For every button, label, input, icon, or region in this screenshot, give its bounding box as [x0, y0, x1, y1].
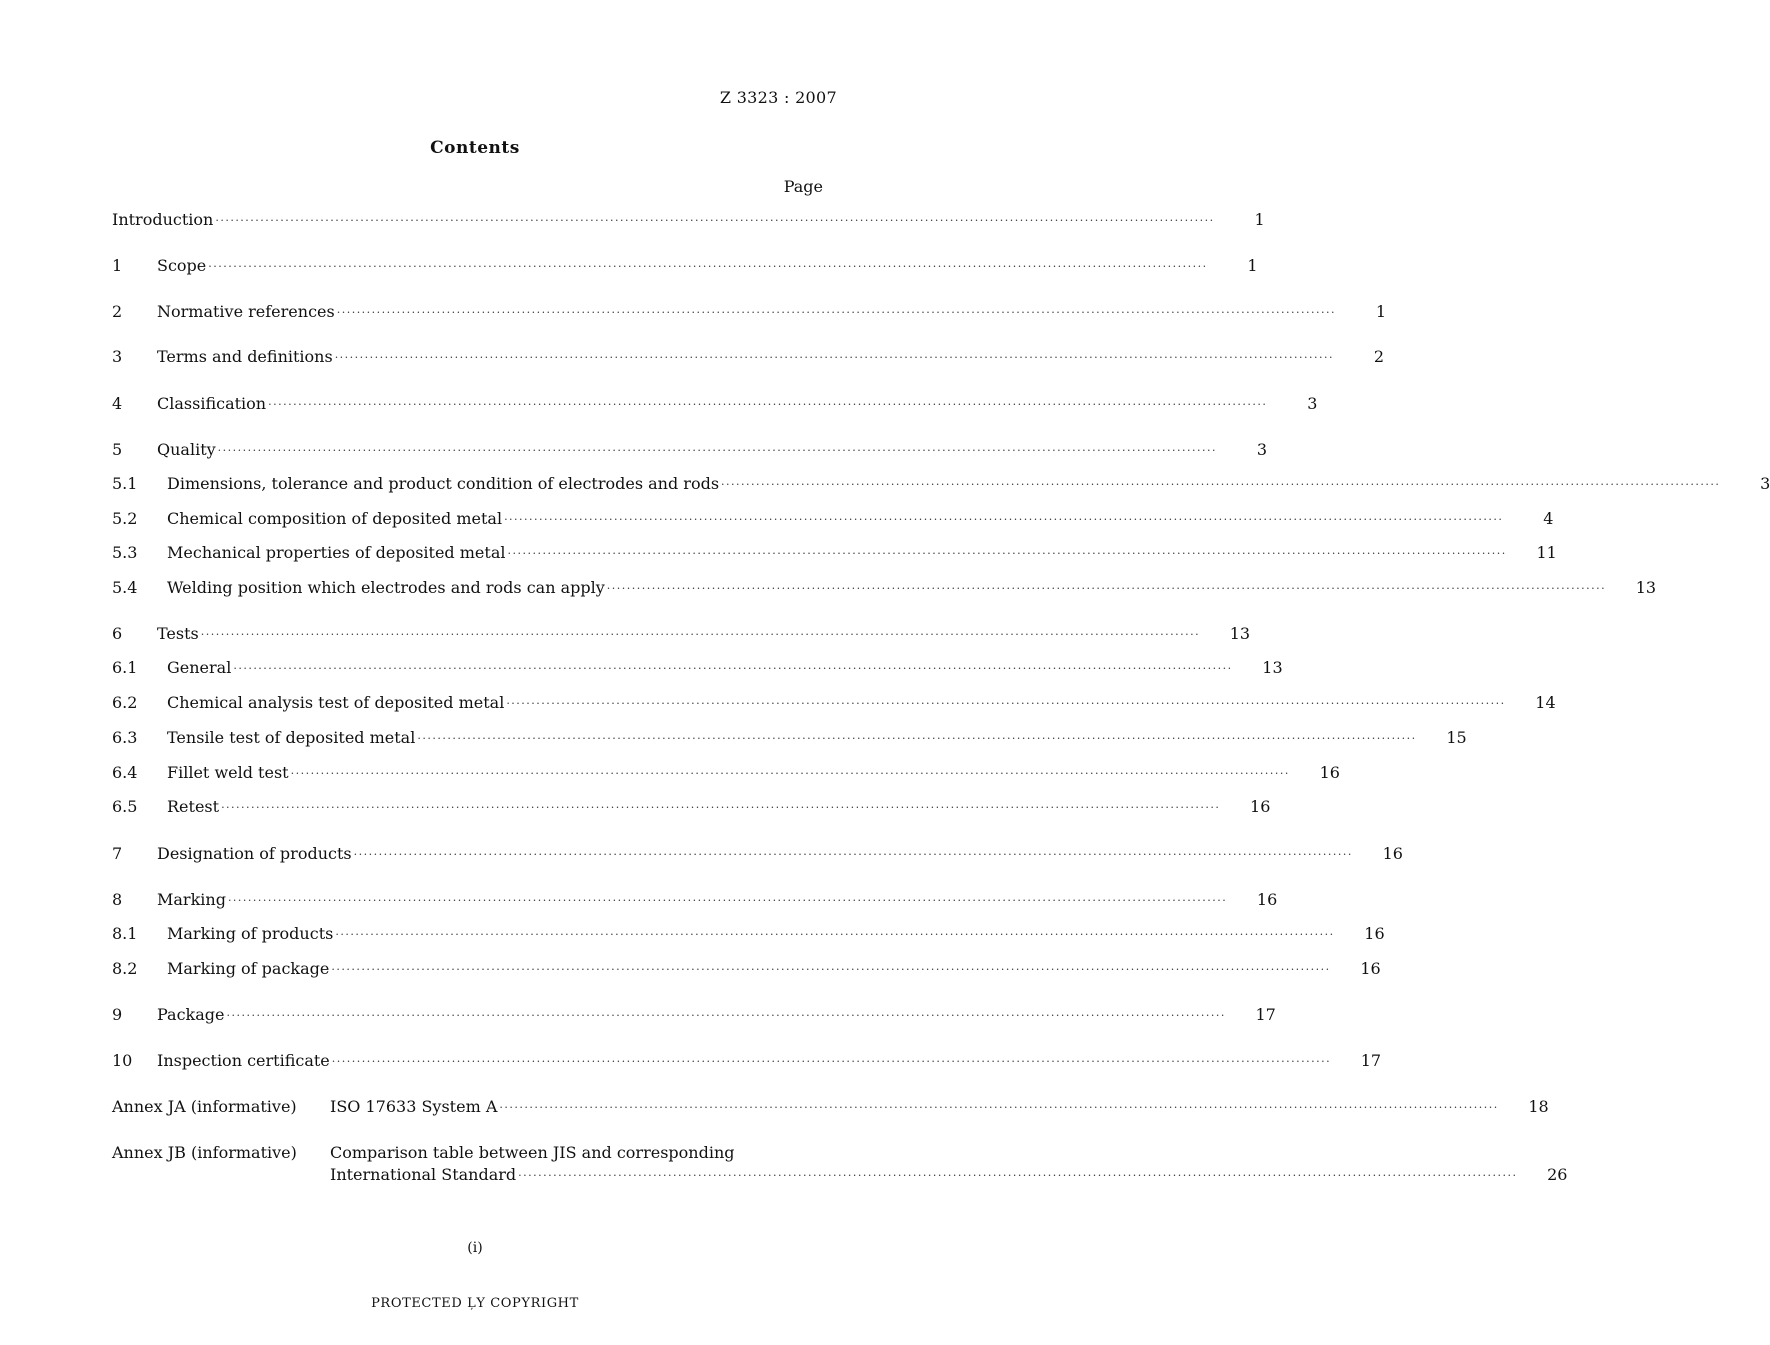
toc-entry-page: 3	[1307, 394, 1318, 413]
toc-entry-title: Welding position which electrodes and rods can apply	[167, 578, 605, 597]
toc-entry-page: 4	[1543, 509, 1554, 528]
dot-leader: ........................................................................................................................................................................................................	[721, 475, 1721, 488]
dot-leader: ........................................................................................................................................................................................................	[506, 694, 1506, 707]
toc-entry-title: General	[167, 658, 232, 677]
toc-entry-title: Inspection certificate	[157, 1051, 330, 1070]
toc-entry-title: Introduction	[112, 210, 214, 229]
toc-entry-number: 6.1	[112, 658, 138, 677]
toc-entry-number: 7	[112, 844, 123, 863]
toc-entry-title: Normative references	[157, 302, 335, 321]
page-title: Contents	[430, 138, 520, 158]
annex-title-line-2: International Standard	[330, 1165, 517, 1184]
toc-entry-title: Tensile test of deposited metal	[167, 728, 416, 747]
toc-entry-page: 15	[1446, 728, 1467, 747]
annex-page: 18	[1528, 1097, 1549, 1116]
toc-entry-page: 16	[1250, 797, 1271, 816]
toc-entry[interactable]	[112, 723, 1467, 747]
dot-leader: ........................................................................................................................................................................................................	[499, 1098, 1499, 1111]
toc-entry-title: Terms and definitions	[157, 347, 333, 366]
toc-entry[interactable]	[112, 839, 1403, 863]
toc-entry-page: 16	[1382, 844, 1403, 863]
toc-entry[interactable]	[112, 919, 1385, 943]
dot-leader: ........................................................................................................................................................................................................	[226, 1006, 1226, 1019]
dot-leader: ........................................................................................................................................................................................................	[606, 579, 1607, 592]
toc-entry-page: 16	[1360, 959, 1381, 978]
annex-page: 26	[1547, 1165, 1568, 1184]
toc-entry-number: 8.2	[112, 959, 138, 978]
toc-entry-title: Tests	[157, 624, 199, 643]
toc-entry[interactable]	[112, 758, 1340, 782]
annex-title: ISO 17633 System A	[330, 1097, 498, 1116]
toc-entry-page: 3	[1760, 474, 1770, 493]
toc-entry[interactable]	[112, 342, 1385, 366]
page-folio: (i)	[467, 1240, 483, 1256]
toc-annex-ja[interactable]	[112, 1092, 1549, 1116]
toc-entry[interactable]	[112, 389, 1318, 413]
dot-leader: ........................................................................................................................................................................................................	[331, 960, 1331, 973]
toc-entry-page: 2	[1373, 347, 1385, 366]
toc-entry-number: 5.1	[112, 474, 138, 493]
dot-leader: ........................................................................................................................................................................................................	[227, 891, 1228, 904]
toc-entry-title: Designation of products	[157, 844, 352, 863]
annex-label: Annex JA (informative)	[112, 1097, 297, 1116]
dot-leader: ........................................................................................................................................................................................................	[417, 729, 1417, 742]
toc-entry[interactable]	[112, 573, 1657, 597]
toc-entry[interactable]	[112, 619, 1251, 643]
dot-leader: ........................................................................................................................................................................................................	[208, 257, 1208, 270]
annex-second-line	[112, 1160, 1568, 1184]
toc-entry-title: Retest	[167, 797, 220, 816]
dot-leader: ........................................................................................................................................................................................................	[215, 211, 1215, 224]
toc-entry-page: 13	[1635, 578, 1657, 597]
toc-entry[interactable]	[112, 538, 1557, 562]
toc-entry-number: 5.3	[112, 543, 138, 562]
toc-entry-title: Classification	[157, 394, 267, 413]
toc-entry-title: Package	[157, 1005, 225, 1024]
toc-entry-title: Scope	[157, 256, 207, 275]
toc-entry-number: 2	[112, 302, 123, 321]
toc-entry-title: Dimensions, tolerance and product condition of electrodes and rods	[167, 474, 720, 493]
dot-leader: ........................................................................................................................................................................................................	[504, 510, 1504, 523]
toc-entry-number: 8	[112, 890, 123, 909]
toc-entry[interactable]	[112, 792, 1271, 816]
toc-entry[interactable]	[112, 954, 1381, 978]
toc-entry[interactable]	[112, 251, 1258, 275]
toc-entry-title: Marking of package	[167, 959, 330, 978]
dot-leader: ........................................................................................................................................................................................................	[336, 303, 1337, 316]
dot-leader: ........................................................................................................................................................................................................	[518, 1166, 1518, 1179]
dot-leader: ........................................................................................................................................................................................................	[335, 925, 1335, 938]
toc-entry-number: 1	[112, 256, 123, 275]
page-column-label: Page	[783, 177, 823, 196]
toc-entry-page: 17	[1360, 1051, 1382, 1070]
dot-leader: ........................................................................................................................................................................................................	[507, 544, 1507, 557]
dot-leader: ........................................................................................................................................................................................................	[221, 798, 1221, 811]
toc-entry-introduction[interactable]	[112, 205, 1265, 229]
annex-first-line	[112, 1138, 828, 1162]
toc-entry-title: Mechanical properties of deposited metal	[167, 543, 506, 562]
toc-entry-page: 13	[1229, 624, 1251, 643]
toc-entry-page: 1	[1375, 302, 1387, 321]
toc-entry-number: 8.1	[112, 924, 138, 943]
toc-entry-page: 1	[1247, 256, 1258, 275]
toc-entry-number: 6.2	[112, 693, 138, 712]
toc-entry-page: 16	[1256, 890, 1278, 909]
toc-entry-page: 17	[1255, 1005, 1276, 1024]
toc-entry-title: Fillet weld test	[167, 763, 289, 782]
toc-entry-page: 11	[1536, 543, 1557, 562]
toc-entry-number: 5	[112, 440, 123, 459]
toc-entry[interactable]	[112, 435, 1267, 459]
toc-entry[interactable]	[112, 1000, 1276, 1024]
dot-leader: ........................................................................................................................................................................................................	[200, 625, 1201, 638]
toc-entry[interactable]	[112, 504, 1554, 528]
toc-entry[interactable]	[112, 1046, 1382, 1070]
toc-entry-page: 3	[1256, 440, 1267, 459]
toc-entry-number: 6.3	[112, 728, 138, 747]
toc-entry-title: Quality	[157, 440, 216, 459]
copyright-notice: PROTECTED ĻY COPYRIGHT	[371, 1296, 579, 1311]
toc-entry-page: 16	[1364, 924, 1385, 943]
toc-entry-title: Marking	[157, 890, 226, 909]
standard-number: Z 3323 : 2007	[719, 88, 837, 107]
toc-entry-number: 6.5	[112, 797, 138, 816]
toc-entry-page: 13	[1262, 658, 1283, 677]
toc-entry-number: 5.2	[112, 509, 138, 528]
toc-entry-number: 6	[112, 624, 123, 643]
dot-leader: ........................................................................................................................................................................................................	[233, 659, 1233, 672]
toc-entry-number: 3	[112, 347, 123, 366]
toc-entry-title: Marking of products	[167, 924, 334, 943]
toc-entry-number: 6.4	[112, 763, 138, 782]
toc-entry-number: 10	[112, 1051, 133, 1070]
toc-entry-title: Chemical composition of deposited metal	[167, 509, 503, 528]
toc-entry-page: 16	[1319, 763, 1340, 782]
toc-entry[interactable]	[112, 653, 1283, 677]
dot-leader: ........................................................................................................................................................................................................	[353, 845, 1353, 858]
toc-entry[interactable]	[112, 469, 1770, 493]
dot-leader: ........................................................................................................................................................................................................	[290, 764, 1290, 777]
toc-entry[interactable]	[112, 297, 1387, 321]
toc-entry-number: 5.4	[112, 578, 138, 597]
annex-label: Annex JB (informative)	[112, 1143, 297, 1162]
toc-entry-number: 9	[112, 1005, 123, 1024]
dot-leader: ........................................................................................................................................................................................................	[217, 441, 1217, 454]
toc-entry-number: 4	[112, 394, 123, 413]
toc-entry[interactable]	[112, 688, 1556, 712]
dot-leader: ........................................................................................................................................................................................................	[268, 395, 1268, 408]
toc-entry-title: Chemical analysis test of deposited metal	[167, 693, 505, 712]
dot-leader: ........................................................................................................................................................................................................	[334, 348, 1335, 361]
toc-entry[interactable]	[112, 885, 1278, 909]
annex-title-line-1: Comparison table between JIS and corresponding	[330, 1143, 735, 1162]
toc-entry-page: 14	[1535, 693, 1556, 712]
dot-leader: ........................................................................................................................................................................................................	[331, 1052, 1332, 1065]
toc-entry-page: 1	[1254, 210, 1265, 229]
